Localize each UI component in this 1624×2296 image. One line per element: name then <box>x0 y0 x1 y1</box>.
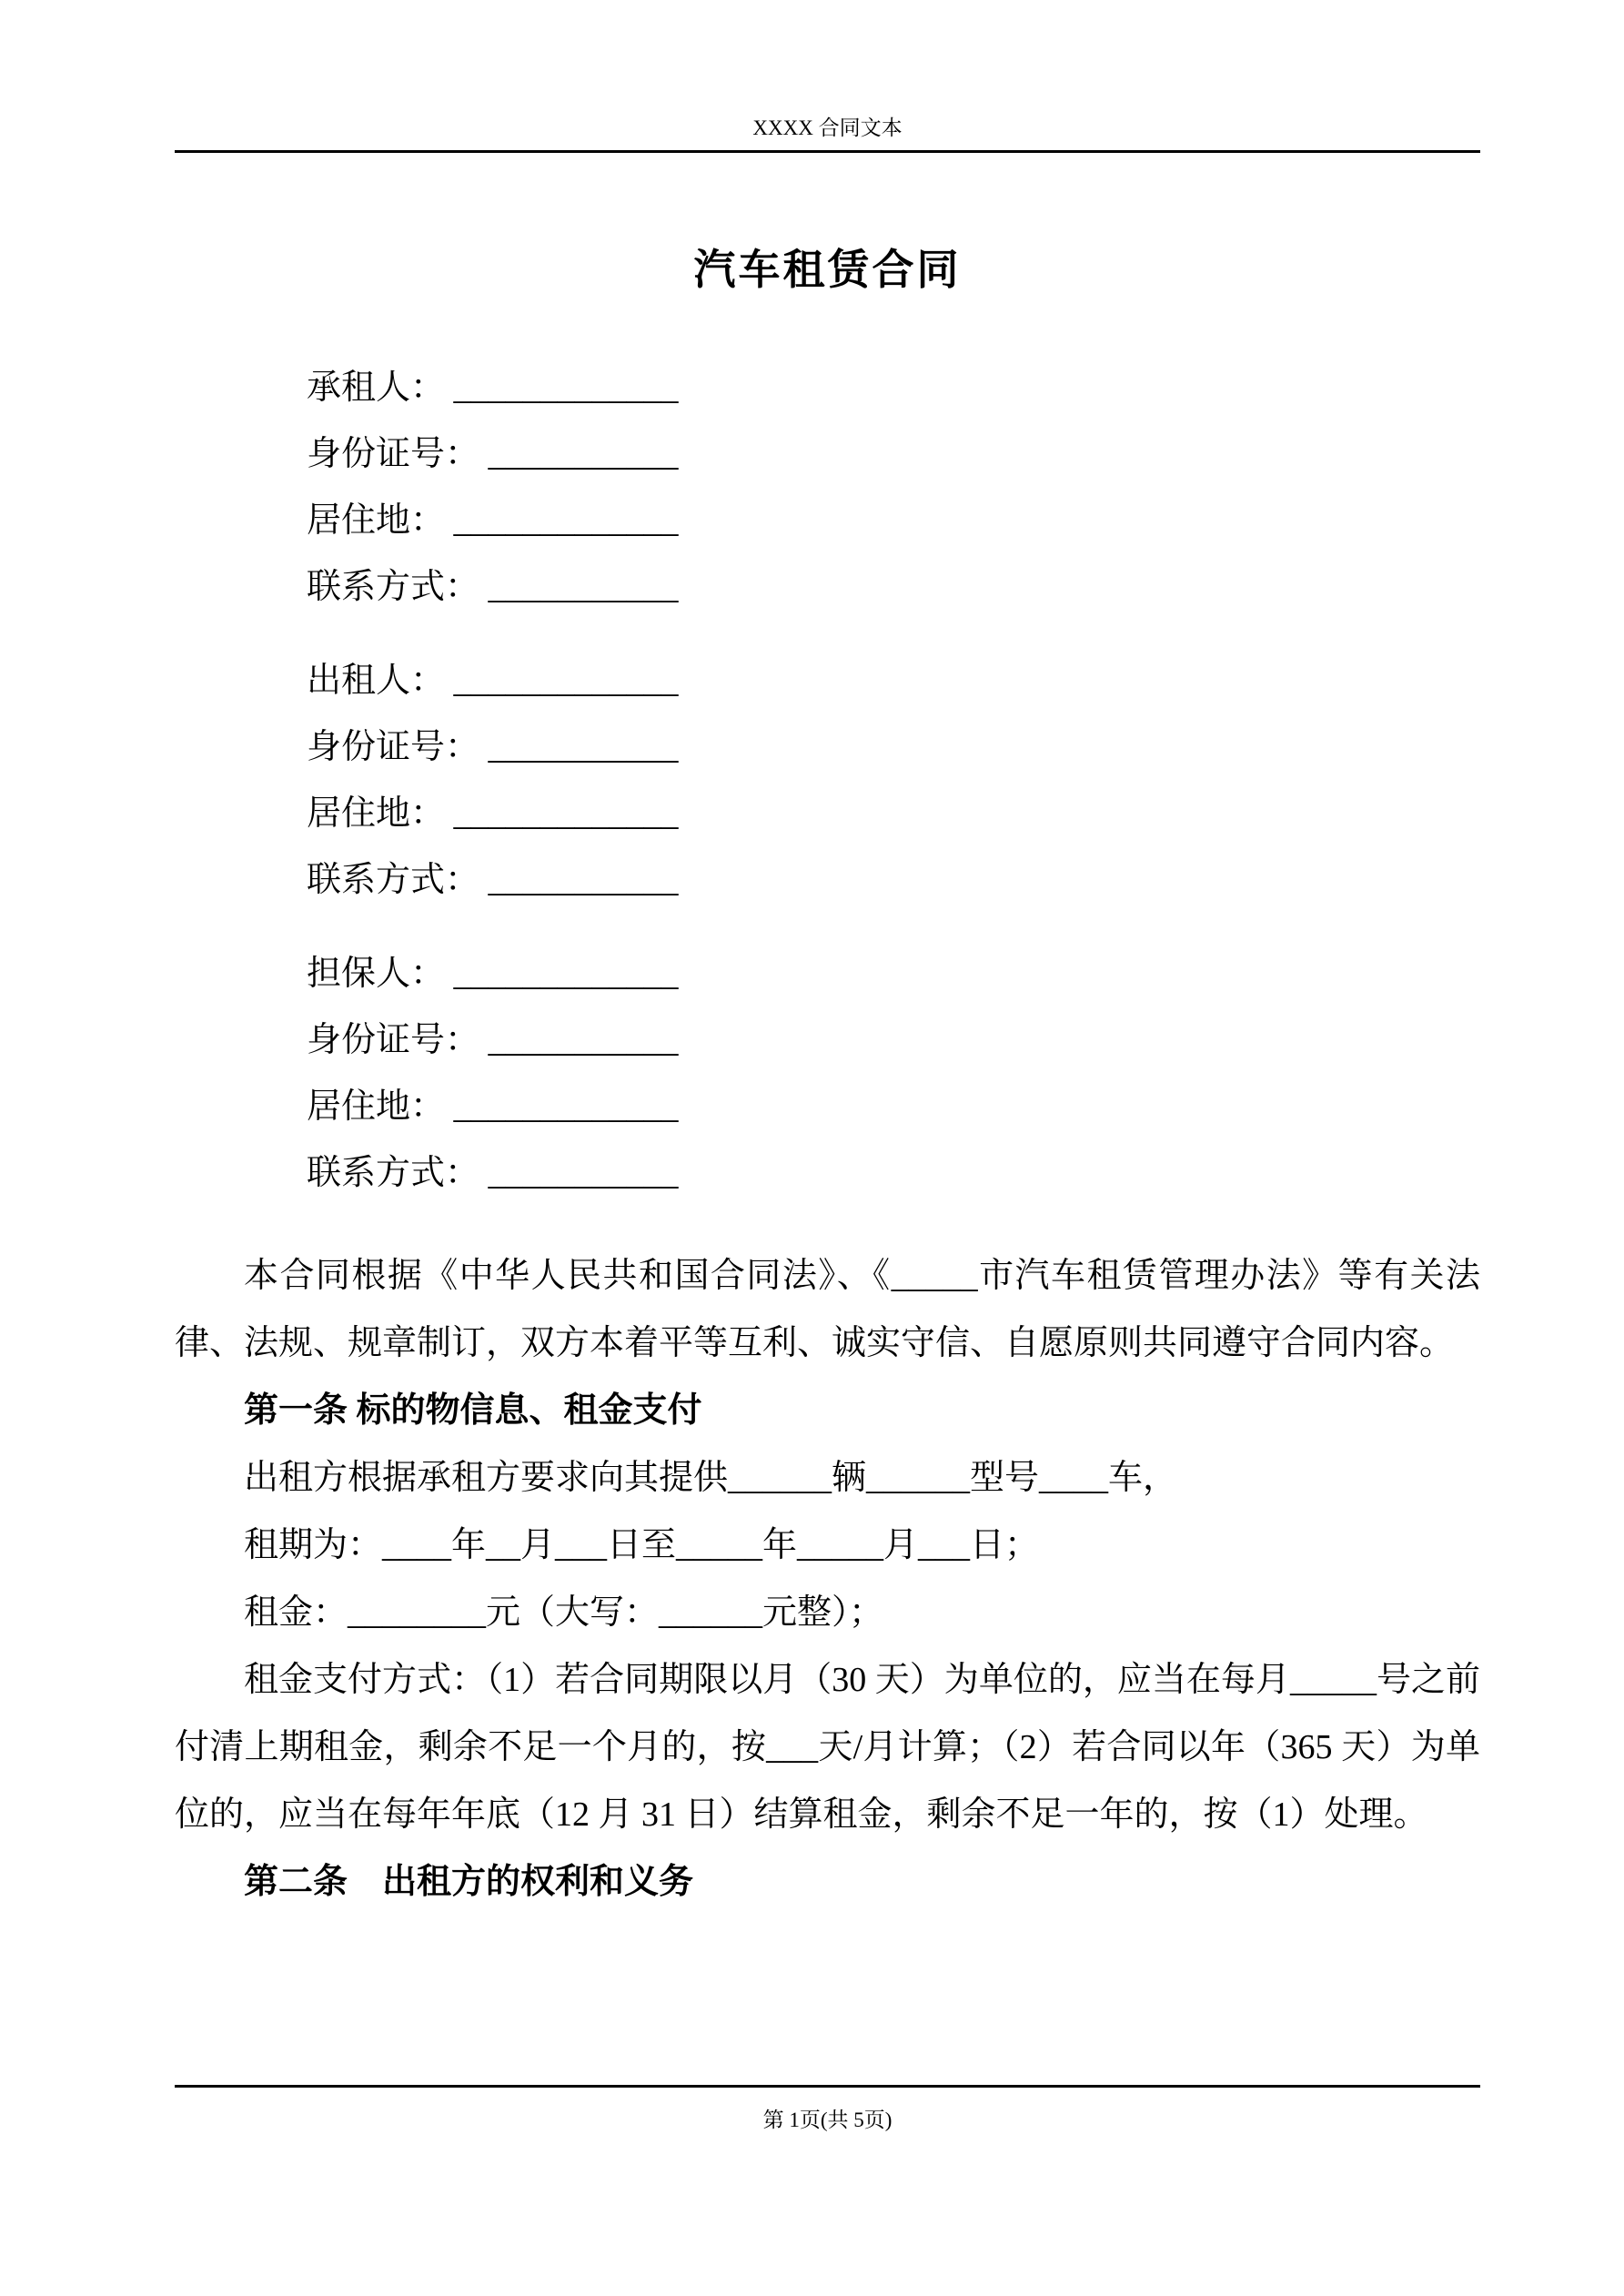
field-row <box>307 1074 1480 1140</box>
field-label: 出租人： <box>307 662 446 700</box>
field-label: 联系方式： <box>307 1154 480 1192</box>
intro-paragraph: 本合同根据《中华人民共和国合同法》、《_____市汽车租赁管理办法》等有关法律、法规、规章制订，双方本着平等互利、诚实守信、自愿原则共同遵守合同内容。 <box>175 1257 1480 1362</box>
field-blank-line: ___________ <box>479 435 679 473</box>
footer-rule <box>175 2085 1480 2088</box>
field-row <box>307 941 1480 1007</box>
field-blank-line: _____________ <box>445 794 679 833</box>
field-label: 居住地： <box>307 1087 446 1126</box>
field-row <box>307 488 1480 554</box>
document-header <box>175 0 1480 153</box>
header-text: XXXX 合同文本 <box>752 116 903 139</box>
field-blank-line: ___________ <box>479 728 679 766</box>
field-blank-line: ___________ <box>479 568 679 606</box>
field-row <box>307 1140 1480 1207</box>
field-label: 居住地： <box>307 501 446 540</box>
field-label: 联系方式： <box>307 861 480 899</box>
vehicle-clause-line: 出租方根据承租方要求向其提供______辆______型号____车， <box>244 1459 1178 1497</box>
field-label: 身份证号： <box>307 1021 480 1059</box>
field-blank-line: ___________ <box>479 1021 679 1059</box>
field-label: 担保人： <box>307 955 446 993</box>
page-footer <box>175 2085 1480 2133</box>
field-blank-line: _____________ <box>445 369 679 407</box>
field-row <box>307 781 1480 847</box>
field-blank-line: _____________ <box>445 1087 679 1126</box>
field-blank-line: _____________ <box>445 955 679 993</box>
field-label: 身份证号： <box>307 728 480 766</box>
rent-amount-line: 租金：________元（大写：______元整）； <box>244 1593 884 1632</box>
field-label: 承租人： <box>307 369 446 407</box>
field-row <box>307 714 1480 781</box>
article1-heading: 第一条 标的物信息、租金支付 <box>244 1391 702 1430</box>
article2-heading: 第二条 出租方的权利和义务 <box>244 1863 694 1901</box>
party-block-lessor <box>175 648 1480 914</box>
field-row <box>307 648 1480 714</box>
parties-section <box>175 355 1480 1207</box>
field-blank-line: _____________ <box>445 501 679 540</box>
field-blank-line: ___________ <box>479 1154 679 1192</box>
field-label: 身份证号： <box>307 435 480 473</box>
contract-body <box>175 1242 1480 1916</box>
field-row <box>307 847 1480 914</box>
field-label: 居住地： <box>307 794 446 833</box>
field-blank-line: ___________ <box>479 861 679 899</box>
document-title: 汽车租赁合同 <box>693 247 962 293</box>
field-row <box>307 421 1480 488</box>
field-row <box>307 554 1480 621</box>
rent-payment-paragraph: 租金支付方式：（1）若合同期限以月（30 天）为单位的，应当在每月_____号之前付清上期租金，剩余不足一个月的，按___天/月计算；（2）若合同以年（365 天）为单位的，应当在每年年底（12 月 31 日）结算租金，剩余不足一年的，按（1）处理。 <box>175 1661 1480 1834</box>
lease-term-line: 租期为：____年__月___日至_____年_____月___日； <box>244 1526 1040 1564</box>
field-label: 联系方式： <box>307 568 480 606</box>
party-block-guarantor <box>175 941 1480 1207</box>
party-block-lessee <box>175 355 1480 621</box>
page-number: 第 1页(共 5页) <box>762 2109 893 2131</box>
field-row <box>307 355 1480 421</box>
field-row <box>307 1007 1480 1074</box>
header-rule <box>175 150 1480 153</box>
field-blank-line: _____________ <box>445 662 679 700</box>
